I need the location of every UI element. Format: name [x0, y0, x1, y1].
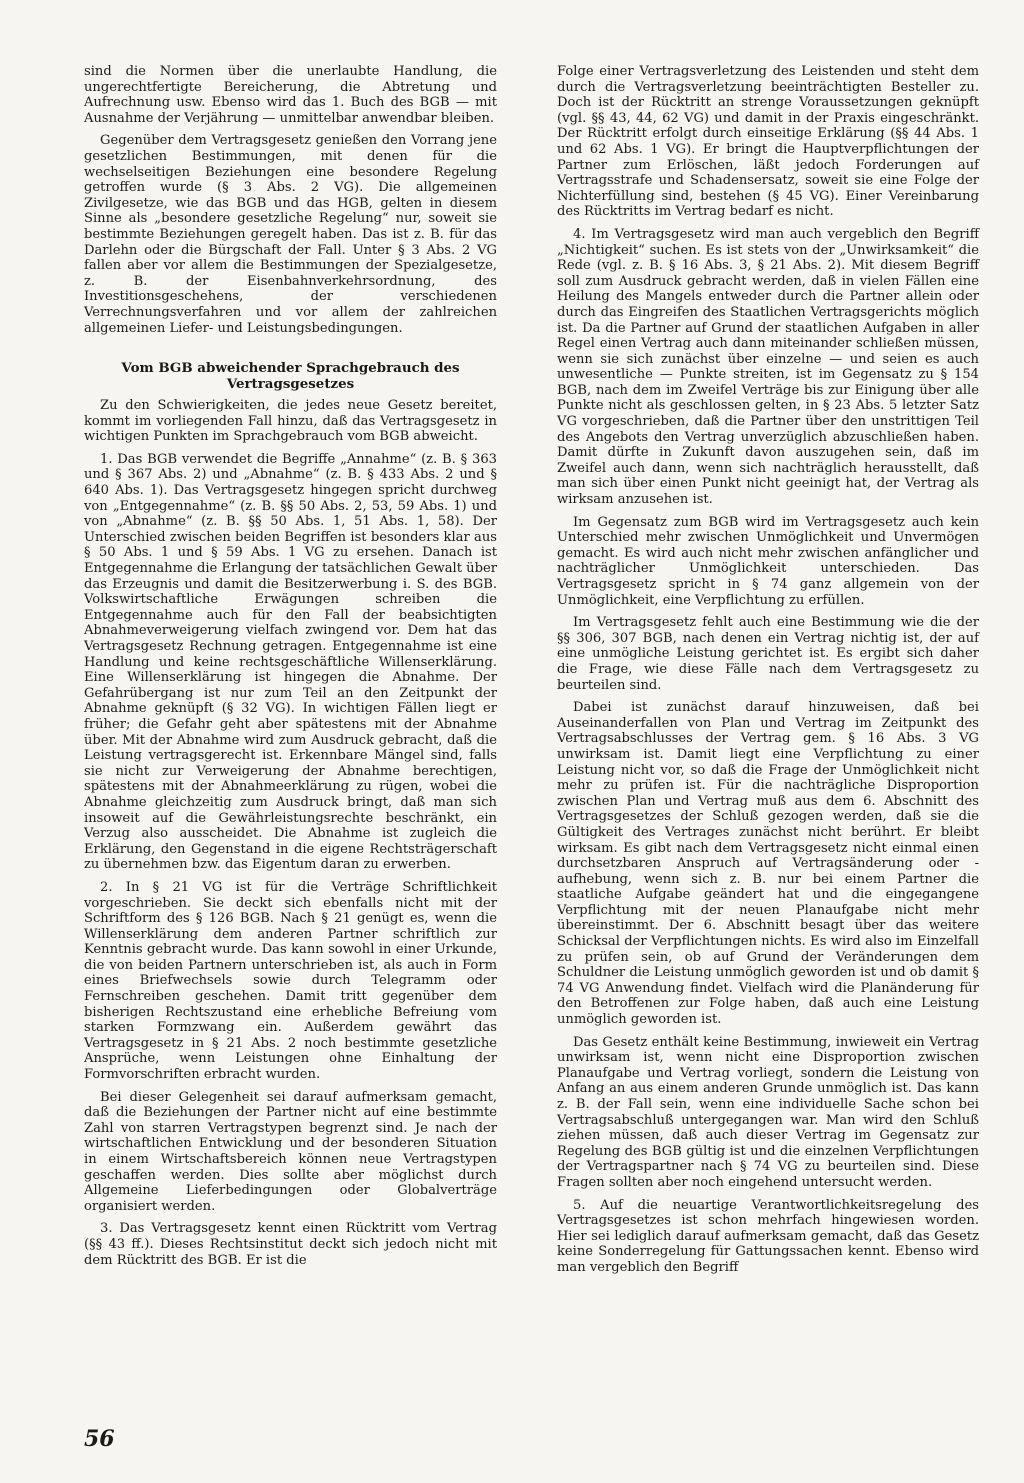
paragraph: 2. In § 21 VG ist für die Verträge Schriftlichkeit vorgeschrieben. Sie deckt sich ebenfalls nicht mit der Schriftform des § 126 BGB. Nach § 21 genügt es, wenn die Willenserklärung dem anderen Partner schriftlich zur Kenntnis gebracht wurde. Das kann sowohl in einer Urkunde, die von beiden Partnern unterschrieben ist, als auch in Form eines Briefwechsels sowie durch Telegramm oder Fernschreiben geschehen. Damit tritt gegenüber dem bisherigen Rechtszustand eine erhebliche Befreiung vom starken Formzwang ein. Außerdem gewährt das Vertragsgesetz in § 21 Abs. 2 noch bestimmte gesetzliche Ansprüche, wenn Leistungen ohne Einhaltung der Formvorschriften erbracht wurden.	[84, 879, 497, 1083]
paragraph: Folge einer Vertragsverletzung des Leistenden und steht dem durch die Vertragsverletzung beeinträchtigten Besteller zu. Doch ist der Rücktritt an strenge Voraussetzungen geknüpft (vgl. §§ 43, 44, 62 VG) und damit in der Praxis eingeschränkt. Der Rücktritt erfolgt durch einseitige Erklärung (§§ 44 Abs. 1 und 62 Abs. 1 VG). Er bringt die Hauptverpflichtungen der Partner zum Erlöschen, läßt jedoch Forderungen auf Vertragsstrafe und Schadensersatz, soweit sie eine Folge der Nichterfüllung sind, bestehen (§ 45 VG). Einer Vereinbarung des Rücktritts im Vertrag bedarf es nicht.	[557, 64, 979, 220]
paragraph: Das Gesetz enthält keine Bestimmung, inwieweit ein Vertrag unwirksam ist, wenn nicht eine Disproportion zwischen Planaufgabe und Vertrag vorliegt, sondern die Leistung von Anfang an aus einem anderen Grunde unmöglich ist. Das kann z. B. der Fall sein, wenn eine individuelle Sache schon bei Vertragsabschluß untergegangen war. Man wird den Schluß ziehen müssen, daß auch dieser Vertrag im Gegensatz zur Regelung des BGB gültig ist und die einzelnen Verpflichtungen der Vertragspartner nach § 74 VG zu beurteilen sind. Diese Fragen sollten aber noch eingehend untersucht werden.	[557, 1034, 979, 1190]
paragraph: Bei dieser Gelegenheit sei darauf aufmerksam gemacht, daß die Beziehungen der Partner nicht auf eine bestimmte Zahl von starren Vertragstypen begrenzt sind. Je nach der wirtschaftlichen Entwicklung und der besonderen Situation in einem Wirtschaftsbereich können neue Vertragstypen geschaffen werden. Dies sollte aber möglichst durch Allgemeine Lieferbedingungen oder Globalverträge organisiert werden.	[84, 1089, 497, 1214]
paragraph: 5. Auf die neuartige Verantwortlichkeitsregelung des Vertragsgesetzes ist schon mehrfach hingewiesen worden. Hier sei lediglich darauf aufmerksam gemacht, daß das Gesetz keine Sonderregelung für Gattungssachen kennt. Ebenso wird man vergeblich den Begriff	[557, 1197, 979, 1275]
page-number: 56	[84, 1426, 115, 1452]
left-column	[84, 64, 497, 1275]
paragraph: Dabei ist zunächst darauf hinzuweisen, daß bei Auseinanderfallen von Plan und Vertrag im Zeitpunkt des Vertragsabschlusses der Vertrag gem. § 16 Abs. 3 VG unwirksam ist. Damit liegt eine Verpflichtung zu einer Leistung nicht vor, so daß die Frage der Unmöglichkeit nicht mehr zu prüfen ist. Für die nachträgliche Disproportion zwischen Plan und Vertrag muß aus dem 6. Abschnitt des Vertragsgesetzes der Schluß gezogen werden, daß sie die Gültigkeit des Vertrages zunächst nicht berührt. Er bleibt wirksam. Es gibt nach dem Vertragsgesetz nicht einmal einen durchsetzbaren Anspruch auf Vertragsänderung oder -aufhebung, wenn sich z. B. nur bei einem Partner die staatliche Aufgabe geändert hat und die eingegangene Verpflichtung mit der neuen Planaufgabe nicht mehr übereinstimmt. Der 6. Abschnitt besagt über das weitere Schicksal der Verpflichtungen nichts. Es wird also im Einzelfall zu prüfen sein, ob auf Grund der Veränderungen dem Schuldner die Leistung unmöglich geworden ist und ob damit § 74 VG Anwendung findet. Vielfach wird die Planänderung für den Betroffenen zur Folge haben, daß auch eine Leistung unmöglich geworden ist.	[557, 700, 979, 1028]
section-heading: Vom BGB abweichender Sprachgebrauch des Vertragsgesetzes	[121, 360, 460, 393]
paragraph: Im Vertragsgesetz fehlt auch eine Bestimmung wie die der §§ 306, 307 BGB, nach denen ein Vertrag nichtig ist, der auf eine unmögliche Leistung gerichtet ist. Es ergibt sich daher die Frage, wie diese Fälle nach dem Vertragsgesetz zu beurteilen sind.	[557, 615, 979, 693]
paragraph: Gegenüber dem Vertragsgesetz genießen den Vorrang jene gesetzlichen Bestimmungen, mit denen für die wechselseitigen Beziehungen eine besondere Regelung getroffen wurde (§ 3 Abs. 2 VG). Die allgemeinen Zivilgesetze, wie das BGB und das HGB, gelten in diesem Sinne als „besondere gesetzliche Regelung“ nur, soweit sie bestimmte Beziehungen geregelt haben. Das ist z. B. für das Darlehn oder die Bürgschaft der Fall. Unter § 3 Abs. 2 VG fallen aber vor allem die Bestimmungen der Spezialgesetze, z. B. der Eisenbahnverkehrsordnung, des Investitionsgeschehens, der verschiedenen Verrechnungsverfahren und vor allem der zahlreichen allgemeinen Liefer- und Leistungsbedingungen.	[84, 133, 497, 336]
paragraph: sind die Normen über die unerlaubte Handlung, die ungerechtfertigte Bereicherung, die Abtretung und Aufrechnung usw. Ebenso wird das 1. Buch des BGB — mit Ausnahme der Verjährung — unmittelbar anwendbar bleiben.	[84, 64, 497, 126]
right-column	[557, 64, 979, 1283]
paragraph: Zu den Schwierigkeiten, die jedes neue Gesetz bereitet, kommt im vorliegenden Fall hinzu, daß das Vertragsgesetz in wichtigen Punkten im Sprachgebrauch vom BGB abweicht.	[84, 398, 497, 445]
paragraph: 4. Im Vertragsgesetz wird man auch vergeblich den Begriff „Nichtigkeit“ suchen. Es ist stets von der „Unwirksamkeit“ die Rede (vgl. z. B. § 16 Abs. 3, § 21 Abs. 2). Mit diesem Begriff soll zum Ausdruck gebracht werden, daß in vielen Fällen eine Heilung des Mangels entweder durch die Partner allein oder durch das Eingreifen des Staatlichen Vertragsgerichts möglich ist. Da die Partner auf Grund der staatlichen Aufgaben in aller Regel einen Vertrag auch dann miteinander schließen müssen, wenn sie sich zunächst über einzelne — und seien es auch unwesentliche — Punkte streiten, ist im Gegensatz zu § 154 BGB, nach dem im Zweifel Verträge bis zur Einigung über alle Punkte nicht als geschlossen gelten, in § 23 Abs. 5 letzter Satz VG vorgeschrieben, daß die Partner über den unstrittigen Teil des Angebots den Vertrag unverzüglich abzuschließen haben. Damit dürfte in Zukunft davon auszugehen sein, daß im Zweifel auch dann, wenn sich nachträglich herausstellt, daß man sich über einen Punkt nicht geeinigt hat, der Vertrag als wirksam anzusehen ist.	[557, 226, 979, 508]
paragraph: 3. Das Vertragsgesetz kennt einen Rücktritt vom Vertrag (§§ 43 ff.). Dieses Rechtsinstitut deckt sich jedoch nicht mit dem Rücktritt des BGB. Er ist die	[84, 1221, 497, 1268]
paragraph: Im Gegensatz zum BGB wird im Vertragsgesetz auch kein Unterschied mehr zwischen Unmöglichkeit und Unvermögen gemacht. Es wird auch nicht mehr zwischen anfänglicher und nachträglicher Unmöglichkeit unterschieden. Das Vertragsgesetz spricht in § 74 ganz allgemein von der Unmöglichkeit, eine Verpflichtung zu erfüllen.	[557, 514, 979, 608]
paragraph: 1. Das BGB verwendet die Begriffe „Annahme“ (z. B. § 363 und § 367 Abs. 2) und „Abnahme“ (z. B. § 433 Abs. 2 und § 640 Abs. 1). Das Vertragsgesetz hingegen spricht durchweg von „Entgegennahme“ (z. B. §§ 50 Abs. 2, 53, 59 Abs. 1) und von „Abnahme“ (z. B. §§ 50 Abs. 1, 51 Abs. 1, 58). Der Unterschied zwischen beiden Begriffen ist besonders klar aus § 50 Abs. 1 und § 59 Abs. 1 VG zu ersehen. Danach ist Entgegennahme die Erlangung der tatsächlichen Gewalt über das Erzeugnis und damit die Besitzerwerbung i. S. des BGB. Volkswirtschaftliche Erwägungen schreiben die Entgegennahme auch für den Fall der beabsichtigten Abnahmeverweigerung vielfach zwingend vor. Dem hat das Vertragsgesetz Rechnung getragen. Entgegennahme ist eine Handlung und keine rechtsgeschäftliche Willenserklärung. Eine Willenserklärung ist hingegen die Abnahme. Der Gefahrübergang ist nur zum Teil an den Zeitpunkt der Abnahme geknüpft (§ 32 VG). In wichtigen Fällen liegt er früher; die Gefahr geht aber spätestens mit der Abnahme über. Mit der Abnahme wird zum Ausdruck gebracht, daß die Leistung vertragsgerecht ist. Erkennbare Mängel sind, falls sie nicht zur Verweigerung der Abnahme berechtigen, spätestens mit der Abnahmeerklärung zu rügen, wobei die Abnahme gleichzeitig zum Ausdruck bringt, daß man sich insoweit auf die Gewährleistungsrechte beschränkt, ein Verzug also ausscheidet. Die Abnahme ist zugleich die Erklärung, den Gegenstand in die eigene Rechtsträgerschaft zu übernehmen bzw. das Eigentum daran zu erwerben.	[84, 451, 497, 873]
